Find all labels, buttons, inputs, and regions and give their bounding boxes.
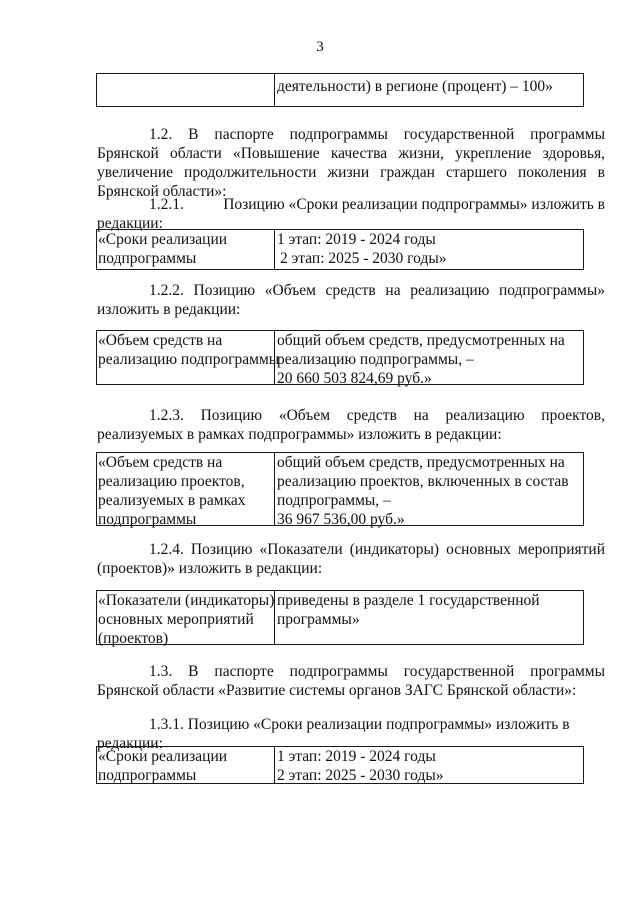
table-1-2-1-right-line-2: 2 этап: 2025 - 2030 годы» bbox=[280, 250, 447, 267]
table-1-3-1-left-line-2: подпрограммы bbox=[98, 767, 197, 784]
table-1-2-1-left-line-2: подпрограммы bbox=[98, 250, 197, 267]
table-1-2-3-left-line-1: «Объем средств на bbox=[98, 454, 223, 471]
table-1-2-3-right-line-3: подпрограммы, – bbox=[277, 492, 391, 509]
table-1-2-4-right-cell bbox=[275, 591, 583, 644]
table-1-2-3 bbox=[96, 452, 584, 526]
paragraph-1-3: 1.3. В паспорте подпрограммы государственной программы Брянской области «Развитие системы органов ЗАГС Брянской области»: bbox=[97, 663, 605, 699]
table-1-2-3-left-line-3: реализуемых в рамках bbox=[98, 492, 246, 509]
table-1-2-2 bbox=[96, 330, 584, 385]
table-1-2-3-left-line-2: реализацию проектов, bbox=[98, 473, 245, 490]
table-1-2-3-left-cell bbox=[97, 453, 275, 528]
paragraph-1-3-1: 1.3.1. Позицию «Сроки реализации подпрограммы» изложить в редакции: bbox=[97, 716, 570, 752]
table-1-2-4-left-line-1: «Показатели (индикаторы) bbox=[98, 592, 275, 609]
paragraph-1-2: 1.2. В паспорте подпрограммы государственной программы Брянской области «Повышение качества жизни, укрепление здоровья, увеличение продолжительности жизни граждан старшего поколения в Брянской области»: bbox=[97, 126, 605, 200]
table-1-3-1-right-cell bbox=[275, 747, 583, 783]
table-1-2-4-right-line-1: приведены в разделе 1 государственной bbox=[277, 592, 540, 609]
table-1-3-1 bbox=[96, 746, 584, 784]
table-1-2-2-left-cell bbox=[97, 331, 280, 384]
top-table bbox=[96, 73, 584, 107]
table-1-2-2-right-cell bbox=[275, 331, 583, 387]
table-1-2-2-right-line-1: общий объем средств, предусмотренных на bbox=[277, 332, 565, 349]
table-1-2-2-right-line-3: 20 660 503 824,69 руб.» bbox=[277, 370, 432, 387]
paragraph-1-2-1-text: Позицию «Сроки реализации подпрограммы» изложить в bbox=[223, 196, 605, 213]
table-1-2-4-left-cell bbox=[97, 591, 275, 647]
table-1-2-3-right-line-4: 36 967 536,00 руб.» bbox=[277, 511, 405, 528]
table-1-2-1-left-line-1: «Сроки реализации bbox=[98, 231, 228, 248]
table-1-2-4-right-line-2: программы» bbox=[277, 611, 360, 628]
table-1-2-3-left-line-4: подпрограммы bbox=[98, 511, 197, 528]
top-table-right-text: деятельности) в регионе (процент) – 100» bbox=[277, 78, 553, 95]
table-1-3-1-right-line-2: 2 этап: 2025 - 2030 годы» bbox=[277, 767, 444, 784]
top-table-left-cell bbox=[97, 74, 275, 106]
table-1-2-3-right-cell bbox=[275, 453, 583, 528]
paragraph-1-2-2: 1.2.2. Позицию «Объем средств на реализацию подпрограммы» изложить в редакции: bbox=[97, 282, 605, 318]
paragraph-1-2-1-continuation: редакции: bbox=[97, 215, 163, 232]
top-table-right-cell bbox=[275, 74, 583, 106]
paragraph-1-2-3: 1.2.3. Позицию «Объем средств на реализацию проектов, реализуемых в рамках подпрограммы» изложить в редакции: bbox=[97, 407, 605, 443]
table-1-2-3-right-line-2: реализацию проектов, включенных в состав bbox=[277, 473, 569, 490]
paragraph-1-2-1-number: 1.2.1. bbox=[149, 196, 184, 213]
table-1-2-3-right-line-1: общий объем средств, предусмотренных на bbox=[277, 454, 565, 471]
paragraph-1-2-1-line bbox=[97, 195, 605, 214]
page-number: 3 bbox=[316, 39, 324, 55]
table-1-2-1-right-line-1: 1 этап: 2019 - 2024 годы bbox=[277, 231, 436, 248]
table-1-3-1-left-cell bbox=[97, 747, 275, 783]
table-1-2-1 bbox=[96, 229, 584, 270]
table-1-2-1-right-cell bbox=[275, 230, 583, 269]
paragraph-1-2-4: 1.2.4. Позицию «Показатели (индикаторы) основных мероприятий (проектов)» изложить в редакции: bbox=[97, 541, 605, 577]
table-1-2-2-right-line-2: реализацию подпрограммы, – bbox=[277, 351, 474, 368]
table-1-3-1-left-line-1: «Сроки реализации bbox=[98, 748, 228, 765]
table-1-2-2-left-line-1: «Объем средств на bbox=[98, 332, 223, 349]
table-1-3-1-right-line-1: 1 этап: 2019 - 2024 годы bbox=[277, 748, 436, 765]
table-1-2-4-left-line-3: (проектов) bbox=[98, 630, 169, 647]
table-1-2-2-left-line-2: реализацию подпрограммы bbox=[98, 351, 280, 368]
table-1-2-4 bbox=[96, 590, 584, 645]
table-1-2-4-left-line-2: основных мероприятий bbox=[98, 611, 254, 628]
paragraph-1-2-1 bbox=[97, 195, 605, 233]
table-1-2-1-left-cell bbox=[97, 230, 275, 269]
